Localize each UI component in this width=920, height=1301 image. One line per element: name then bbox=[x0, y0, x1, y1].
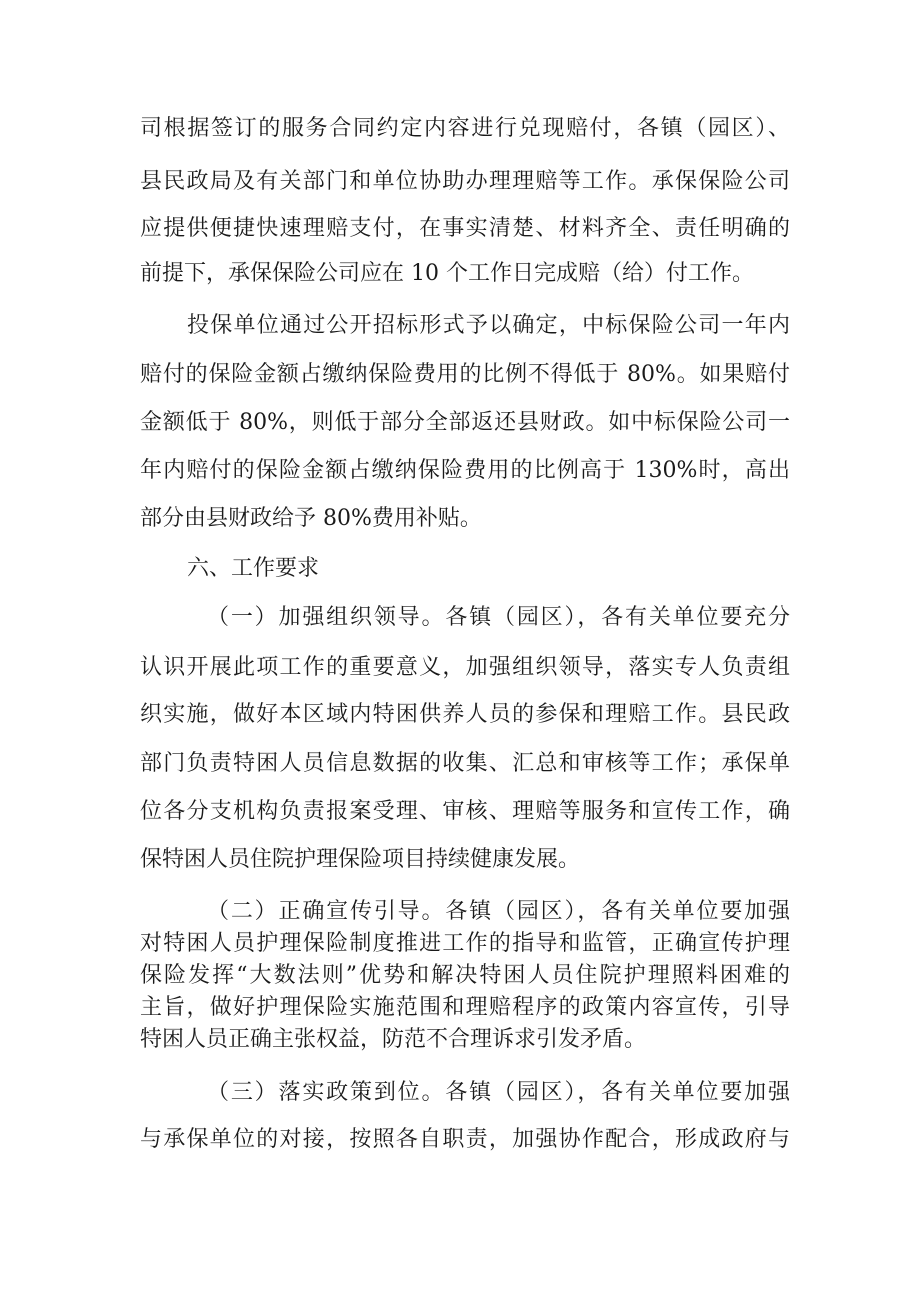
paragraph-line: 年内赔付的保险金额占缴纳保险费用的比例高于 130%时，高出 bbox=[140, 458, 790, 483]
paragraph-line: 部门负责特困人员信息数据的收集、汇总和审核等工作；承保单 bbox=[140, 751, 790, 776]
paragraph-line: 织实施，做好本区域内特困供养人员的参保和理赔工作。县民政 bbox=[140, 702, 790, 727]
paragraph-line: 金额低于 80%，则低于部分全部返还县财政。如中标保险公司一 bbox=[140, 410, 790, 435]
section-heading: 六、工作要求 bbox=[187, 556, 320, 581]
paragraph-line: 前提下，承保保险公司应在 10 个工作日完成赔（给）付工作。 bbox=[140, 261, 754, 286]
paragraph-line: 位各分支机构负责报案受理、审核、理赔等服务和宣传工作，确 bbox=[140, 799, 790, 824]
paragraph-line: 应提供便捷快速理赔支付，在事实清楚、材料齐全、责任明确的 bbox=[140, 216, 790, 241]
paragraph-line: 部分由县财政给予 80%费用补贴。 bbox=[140, 506, 482, 531]
paragraph-line: 司根据签订的服务合同约定内容进行兑现赔付，各镇（园区）、 bbox=[140, 116, 790, 141]
paragraph-line: 认识开展此项工作的重要意义，加强组织领导，落实专人负责组 bbox=[140, 655, 790, 680]
paragraph-line: 保特困人员住院护理保险项目持续健康发展。 bbox=[140, 847, 581, 872]
paragraph-line: 赔付的保险金额占缴纳保险费用的比例不得低于 80%。如果赔付 bbox=[140, 362, 790, 387]
paragraph-line: 对特困人员护理保险制度推进工作的指导和监管，正确宣传护理 bbox=[140, 931, 790, 956]
paragraph-line: （二）正确宣传引导。各镇（园区），各有关单位要加强 bbox=[207, 899, 790, 924]
paragraph-line: 投保单位通过公开招标形式予以确定，中标保险公司一年内 bbox=[187, 313, 790, 338]
paragraph-line: 保险发挥“大数法则”优势和解决特困人员住院护理照料困难的 bbox=[140, 963, 790, 988]
paragraph-line: 特困人员正确主张权益，防范不合理诉求引发矛盾。 bbox=[140, 1027, 647, 1052]
paragraph-line: 与承保单位的对接，按照各自职责，加强协作配合，形成政府与 bbox=[140, 1127, 790, 1152]
paragraph-line: （三）落实政策到位。各镇（园区），各有关单位要加强 bbox=[207, 1080, 790, 1105]
paragraph-line: （一）加强组织领导。各镇（园区），各有关单位要充分 bbox=[207, 605, 790, 630]
paragraph-line: 主旨，做好护理保险实施范围和理赔程序的政策内容宣传，引导 bbox=[140, 995, 790, 1020]
paragraph-line: 县民政局及有关部门和单位协助办理理赔等工作。承保保险公司 bbox=[140, 169, 790, 194]
